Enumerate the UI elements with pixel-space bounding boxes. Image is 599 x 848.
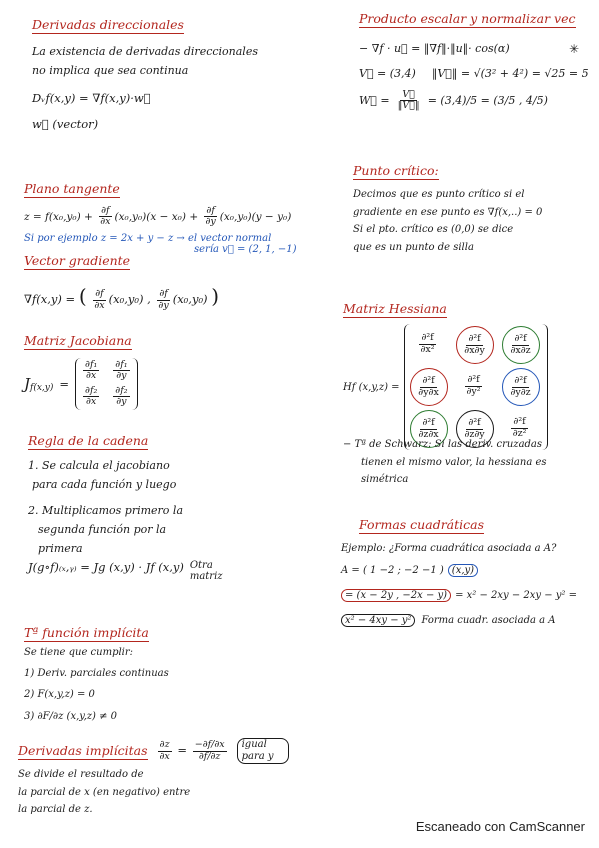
formula-part: = (x − 2y , −2x − y) [341, 589, 451, 602]
section-title: Derivadas implícitas [18, 742, 148, 758]
text-line: no implica que sea continua [32, 64, 189, 78]
text-line: que es un punto de silla [353, 241, 474, 253]
formula-part: (x₀,y₀) , [108, 292, 151, 306]
section-title: Matriz Jacobiana [24, 333, 132, 348]
note: Otra matriz [189, 560, 223, 583]
hessian-matrix: $\frac{\text{∂²f}}{\text{∂x²}}$ $\frac{\text{∂²f}}{\partial x\partial y}$ $\frac{\text{∂²f}}{\partial x\partial z}$ $\frac{\text{∂²f}}{\partial y\partial x}$ $\frac{\text{∂²f}}{\text{∂y²}}$ $\frac{\text{∂²f}}{\partial y\partial z}$ $\frac{\text{∂²f}}{\partial z\partial x}$ $\frac{\text{∂²f}}{\partial z\partial y}$ $\frac{\text{∂²f}}{\text{∂z²}}$ [404, 324, 548, 450]
formula: ∇f(x,y) = ( $\frac{\partial f}{\partial x}$ (x₀,y₀) , $\frac{\partial f}{\partial y}$ (x₀,y₀) ) [24, 284, 220, 311]
note: w⃗ (vector) [32, 116, 99, 131]
text-line: tienen el mismo valor, la hessiana es [361, 456, 547, 468]
formula-sub: f(x,y) [30, 382, 54, 393]
formula-part: = (3,4)/5 = (3/5 , 4/5) [427, 94, 548, 108]
formula: J(g∘f)₍ₓ,ᵧ₎ = Jg (x,y) · Jf (x,y) [28, 560, 184, 575]
formula [24, 206, 297, 228]
section-title: Plano tangente [24, 181, 120, 196]
text-line: segunda función por la [38, 522, 167, 536]
text-line: la parcial de z. [18, 804, 93, 815]
formula-result: x² − 4xy − y² [341, 614, 415, 627]
partial-fraction: $\frac{\partial f}{\partial x}$ [94, 288, 105, 311]
side-note: igual para y [237, 738, 289, 764]
text-line: Si el pto. crítico es (0,0) se dice [353, 224, 514, 235]
text-line: La existencia de derivadas direccionales [32, 45, 258, 58]
formula [341, 612, 577, 630]
section-title: Producto escalar y normalizar vec [359, 11, 576, 26]
condition: 1) Deriv. parciales continuas [24, 667, 169, 679]
section-derivadas-implicitas [18, 738, 289, 819]
text-line: 2. Multiplicamos primero la [28, 503, 183, 517]
text-line: para cada función y luego [32, 478, 177, 492]
formula-part: z = f(x₀,y₀) + [24, 210, 93, 223]
section-punto-critico [353, 160, 542, 256]
note: Forma cuadr. asociada a A [421, 614, 556, 626]
formula-part: ∇f(x,y) = [24, 292, 76, 306]
condition: 3) ∂F/∂z (x,y,z) ≠ 0 [24, 710, 118, 722]
condition: 2) F(x,y,z) = 0 [24, 689, 95, 700]
formula [359, 67, 589, 80]
section-matriz-jacobiana [24, 330, 138, 410]
partial-fraction: $\frac{\partial f}{\partial x}$ [100, 205, 111, 228]
formula [341, 589, 577, 602]
section-matriz-hessiana [343, 298, 548, 450]
formula-part: = [59, 376, 70, 391]
formula-part: (x₀,y₀) [172, 292, 208, 306]
section-title: Punto crítico: [353, 163, 439, 178]
text-line: − Tª de Schwarz: Si las deriv. cruzadas [343, 439, 543, 450]
formula: − ∇f · u⃗ = ‖∇f‖·‖u‖· cos(α) [359, 42, 510, 55]
section-formas-cuadraticas [341, 514, 577, 629]
section-derivadas-direccionales [32, 14, 258, 131]
hessian-formula [343, 324, 548, 450]
formula: Dᵥf(x,y) = ∇f(x,y)·w⃗ [32, 90, 151, 105]
formula [24, 358, 138, 410]
section-title: Matriz Hessiana [343, 301, 447, 316]
formula-part: (x,y) [448, 564, 478, 577]
section-vector-gradiente [24, 250, 219, 311]
text-line: Se divide el resultado de [18, 769, 144, 780]
formula-part: Hf (x,y,z) = [343, 381, 400, 393]
formula: W⃗ = $\frac{V⃗}{‖V⃗‖}$ = (3,4)/5 = (3/5 , 4/5) [359, 89, 548, 112]
formula-part: ‖V⃗‖ = √(3² + 4²) = √25 = 5 [431, 67, 589, 80]
partial-fraction: $\frac{\partial f}{\partial y}$ [158, 288, 169, 311]
text-line: primera [38, 542, 83, 555]
text-line: Decimos que es punto crítico si el [353, 189, 525, 200]
formula-part: (x₀,y₀)(y − y₀) [219, 210, 292, 223]
section-schwarz [343, 436, 547, 489]
section-title: Derivadas direccionales [32, 17, 184, 32]
section-funcion-implicita [24, 622, 169, 725]
partial-fraction: $\frac{\partial f}{\partial y}$ [205, 205, 216, 228]
text-line: 1. Se calcula el jacobiano [28, 459, 170, 472]
jacobian-matrix: $\frac{\text{∂f₁}}{\partial x}$ $\frac{\text{∂f₁}}{\partial y}$ $\frac{\text{∂f₂}}{\partial x}$ $\frac{\text{∂f₂}}{\partial y}$ [75, 358, 138, 410]
example-line: Si por ejemplo z = 2x + y − z → el vector normal [24, 232, 272, 244]
text-line: Ejemplo: ¿Forma cuadrática asociada a A? [341, 543, 557, 554]
formula-part: = x² − 2xy − 2xy − y² = [455, 589, 577, 601]
text-line: simétrica [361, 474, 409, 485]
implicit-formula: $\frac{\partial z}{\partial x}$ = $\frac{-\partial f/\partial x}{\partial f/\partial z}$ [159, 739, 225, 762]
formula-part: W⃗ = [359, 94, 390, 108]
formula-part: V⃗ = (3,4) [359, 67, 416, 80]
text-line: Se tiene que cumplir: [24, 647, 134, 658]
section-regla-cadena [28, 430, 226, 582]
example-line: sería v⃗ = (2, 1, −1) [194, 244, 297, 256]
section-title: Vector gradiente [24, 253, 131, 268]
section-title: Formas cuadráticas [359, 517, 485, 532]
section-plano-tangente [24, 178, 297, 259]
formula [341, 564, 577, 577]
formula-part: J [24, 374, 31, 393]
section-title: Regla de la cadena [28, 433, 149, 448]
asterisk-mark-icon: ✳ [569, 42, 580, 56]
text-line: la parcial de x (en negativo) entre [18, 786, 191, 798]
scanner-watermark: Escaneado con CamScanner [415, 819, 585, 834]
section-title: Tª función implícita [24, 625, 149, 640]
text-line: gradiente en ese punto es ∇f(x,..) = 0 [353, 206, 543, 218]
section-producto-escalar [359, 8, 589, 112]
formula-part: (x₀,y₀)(x − x₀) + [114, 210, 199, 223]
formula-part: A = ( 1 −2 ; −2 −1 ) [341, 564, 444, 576]
